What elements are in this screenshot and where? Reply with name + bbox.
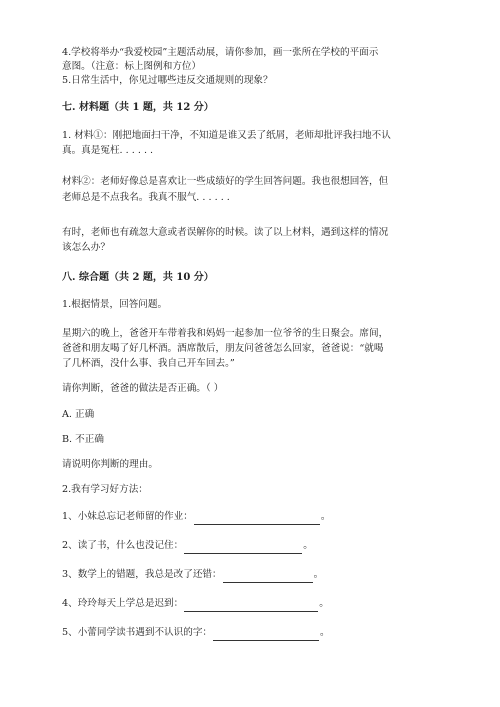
method-item-3 <box>62 568 323 583</box>
method-item-2 <box>62 539 313 554</box>
method-item-label: 1、小妹总忘记老师留的作业： <box>62 511 193 522</box>
method-item-end: 。 <box>319 598 329 609</box>
method-item-label: 4、玲玲每天上学总是迟到： <box>62 598 184 609</box>
question-4-line-2: 意图。（注意：标上图例和方位） <box>62 61 202 72</box>
method-item-1 <box>62 510 330 525</box>
story-line-2: 爸爸和朋友喝了好几杯酒。酒席散后，朋友问爸爸怎么回家，爸爸说：“就喝 <box>62 343 384 354</box>
method-item-label: 5、小蕾同学读书遇到不认识的字： <box>62 627 213 638</box>
story-line-1: 星期六的晚上，爸爸开车带着我和妈妈一起参加一位爷爷的生日聚会。席间， <box>62 328 389 339</box>
answer-blank[interactable] <box>184 542 302 554</box>
section-7-heading: 七. 材料题（共 1 题，共 12 分） <box>62 102 214 113</box>
story-line-3: 了几杯酒，没什么事、我自己开车回去。” <box>62 358 235 369</box>
question-5: 5.日常生活中，你见过哪些违反交通规则的现象？ <box>62 75 273 86</box>
material-2-line-1: 材料②：老师好像总是喜欢让一些成绩好的学生回答问题。我也很想回答，但 <box>62 176 389 187</box>
answer-blank[interactable] <box>213 629 319 641</box>
method-item-end: 。 <box>313 569 324 580</box>
answer-blank[interactable] <box>184 600 318 612</box>
material-2-line-2: 老师总是不点我名。我真不服气. . . . . . <box>62 192 230 203</box>
method-item-label: 3、数学上的错题，我总是改了还错： <box>62 569 222 580</box>
question-1-title: 1.根据情景，回答问题。 <box>62 299 168 310</box>
answer-blank[interactable] <box>194 513 320 525</box>
material-1-line-1: 1. 材料①：刚把地面扫干净，不知道是谁又丢了纸屑，老师却批评我扫地不认 <box>62 130 391 141</box>
answer-blank[interactable] <box>223 571 313 583</box>
method-item-5 <box>62 626 330 641</box>
material-question-line-1: 有时，老师也有疏忽大意或者误解你的时候。读了以上材料，遇到这样的情况 <box>62 227 389 238</box>
material-question-line-2: 该怎么办？ <box>62 242 110 253</box>
material-1-line-2: 真。真是冤枉. . . . . . <box>62 145 154 156</box>
option-a[interactable]: A. 正确 <box>62 409 95 420</box>
method-item-label: 2、读了书，什么也没记住： <box>62 540 184 551</box>
question-4-line-1: 4.学校将举办“我爱校园”主题活动展，请你参加，画一张所在学校的平面示 <box>62 47 379 58</box>
section-8-heading: 八. 综合题（共 2 题，共 10 分） <box>62 272 214 283</box>
option-b[interactable]: B. 不正确 <box>62 434 104 445</box>
method-item-4 <box>62 597 329 612</box>
question-2-title: 2.我有学习好方法： <box>62 484 148 495</box>
reason-prompt: 请说明你判断的理由。 <box>62 459 158 470</box>
method-item-end: 。 <box>320 627 330 638</box>
method-item-end: 。 <box>320 511 331 522</box>
judge-prompt: 请你判断，爸爸的做法是否正确。（ ） <box>62 383 224 394</box>
method-item-end: 。 <box>303 540 313 551</box>
